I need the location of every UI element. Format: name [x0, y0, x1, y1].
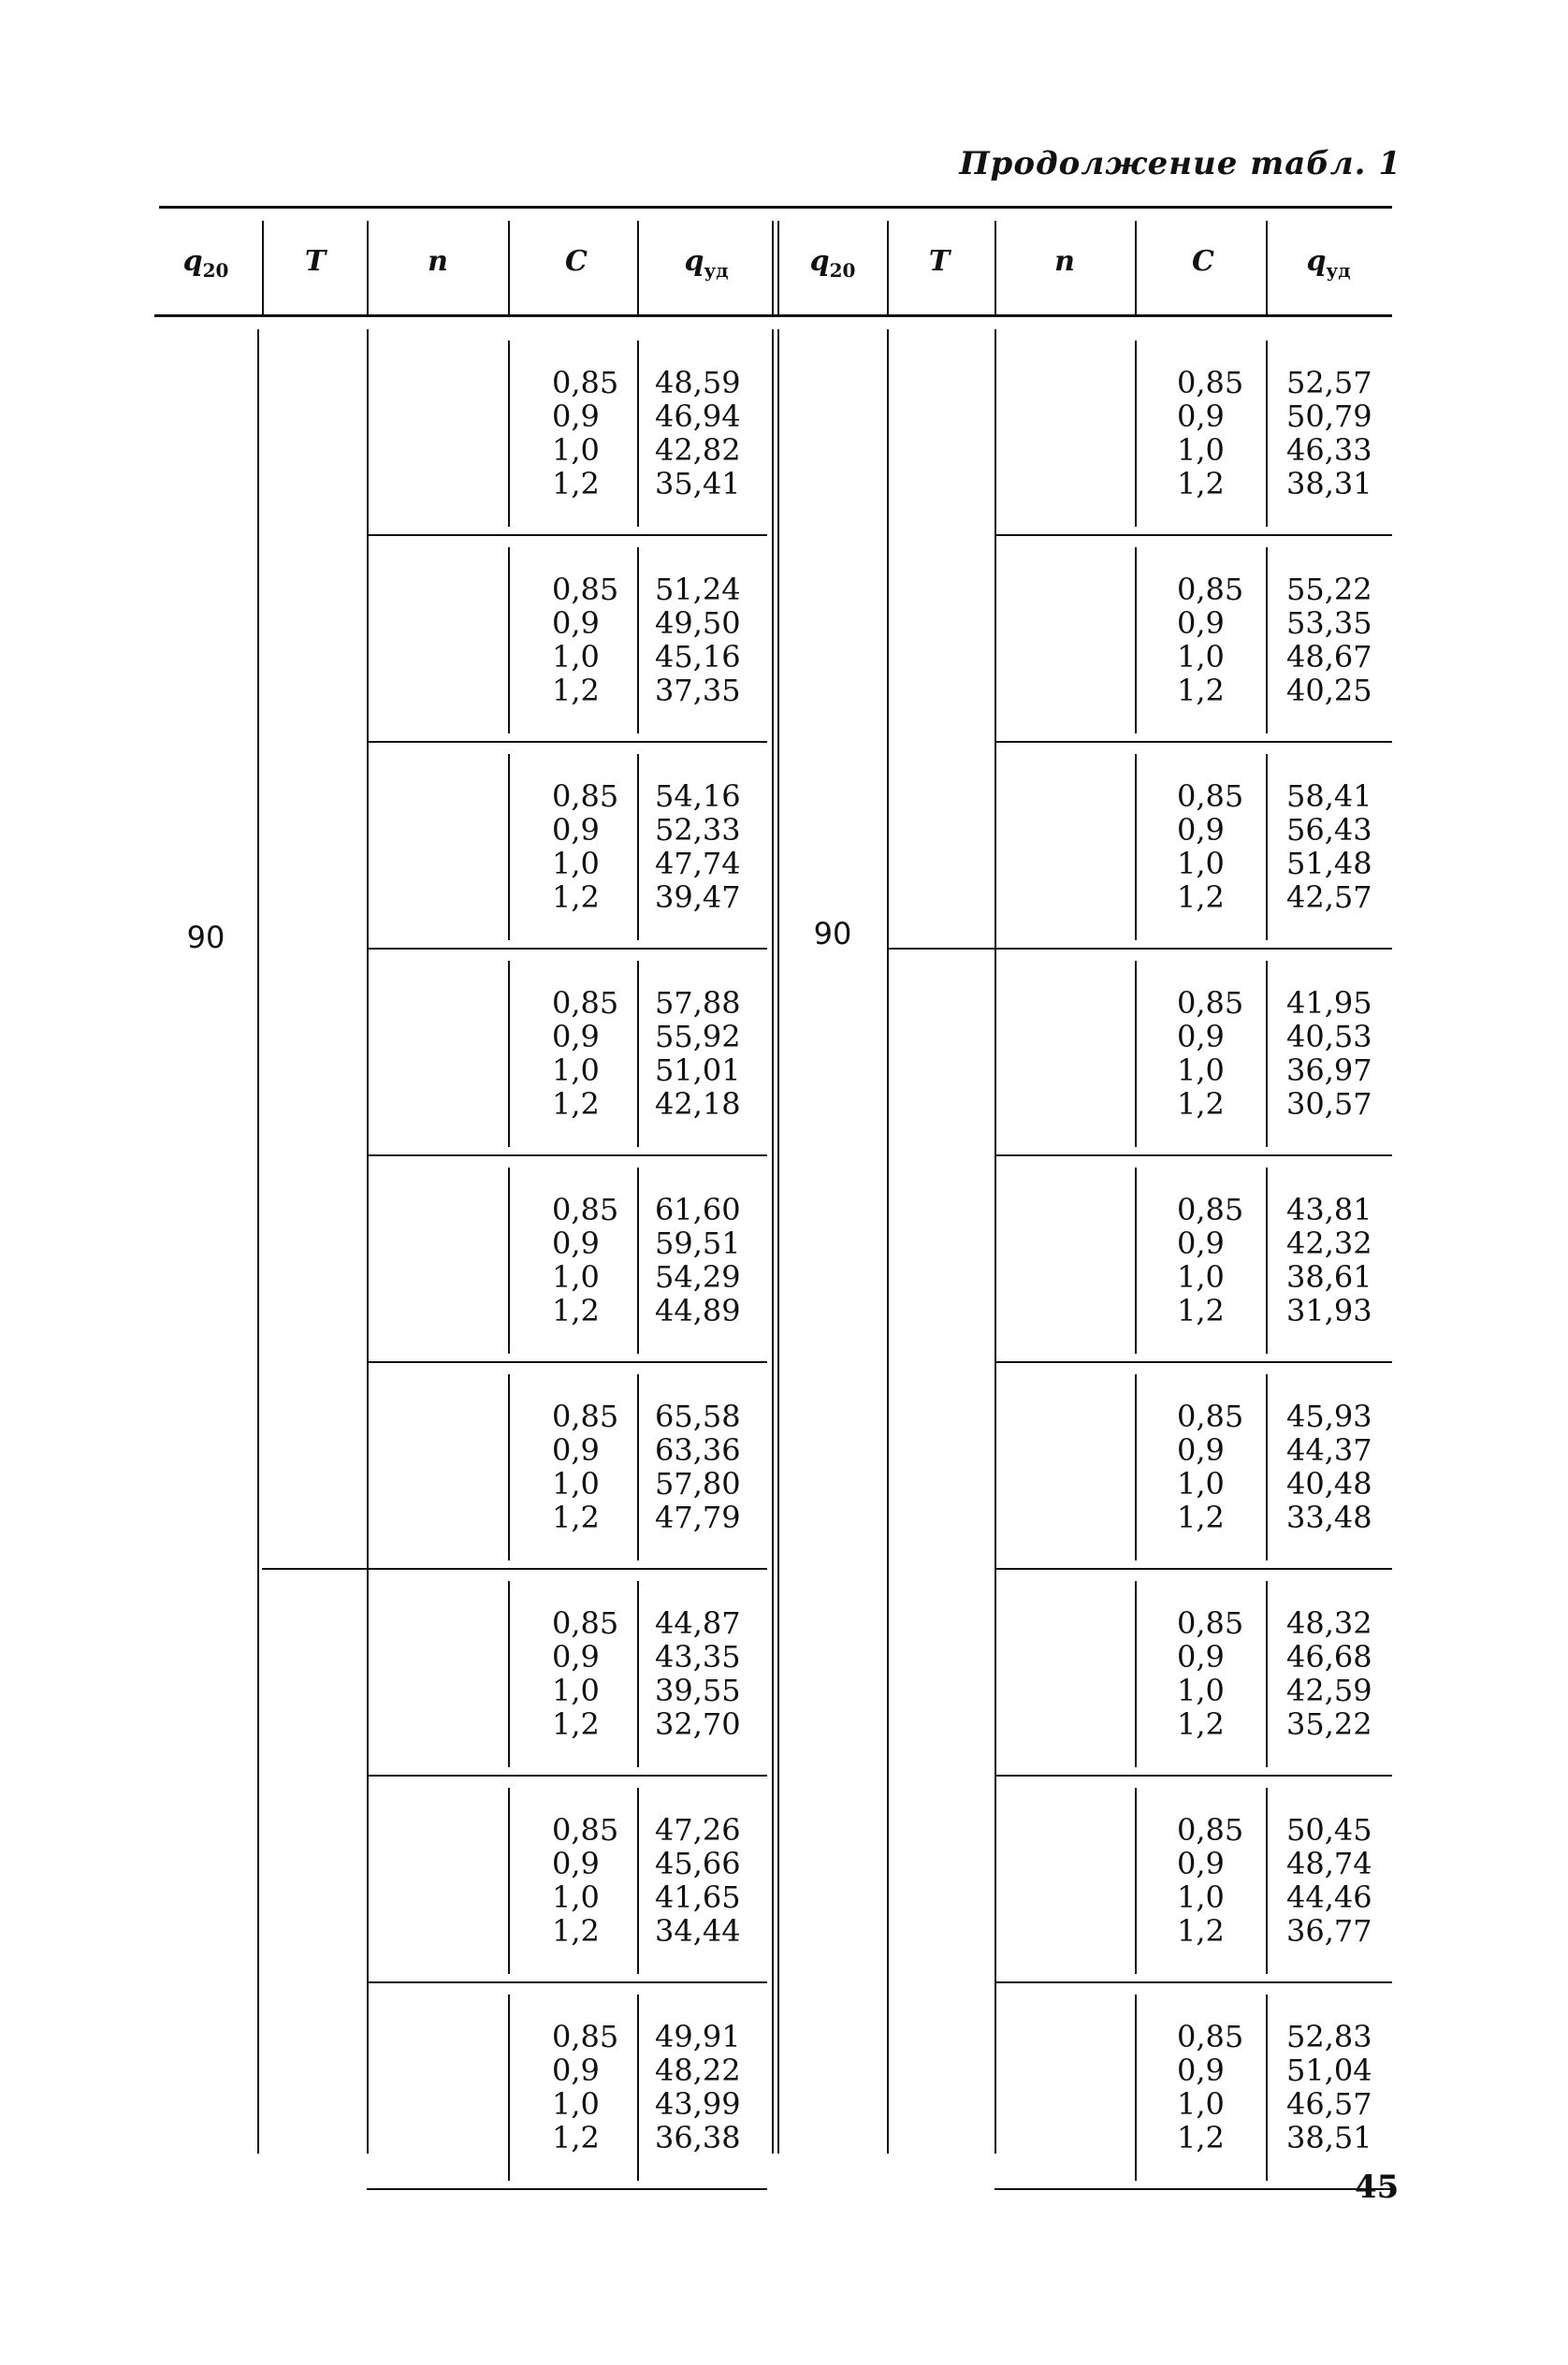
c-value: 1,2 — [1177, 878, 1225, 915]
c-value: 0,9 — [1177, 1845, 1225, 1881]
q-value: 47,74 — [655, 845, 741, 881]
q-separator — [1266, 961, 1268, 1147]
q-values — [655, 1813, 741, 1948]
q-value: 59,51 — [655, 1225, 741, 1261]
q-values — [1286, 1400, 1372, 1534]
table-caption: Продолжение табл. 1 — [959, 145, 1401, 182]
header-separator — [508, 221, 510, 314]
q-values — [1286, 573, 1372, 707]
q-value: 57,88 — [655, 984, 741, 1021]
header-rule — [154, 314, 1392, 317]
q-value: 40,25 — [1286, 672, 1372, 708]
c-separator — [508, 1581, 510, 1767]
q-value: 52,83 — [1286, 2018, 1372, 2054]
q-values — [655, 573, 741, 707]
c-separator — [1135, 1995, 1137, 2181]
c-value: 1,0 — [1177, 1052, 1225, 1088]
q-value: 36,38 — [655, 2119, 741, 2155]
header-separator — [637, 221, 639, 314]
c-value: 1,0 — [552, 1052, 600, 1088]
c-value: 1,0 — [1177, 638, 1225, 675]
q-values — [1286, 2020, 1372, 2155]
q-separator — [637, 1581, 639, 1767]
c-separator — [508, 1995, 510, 2181]
q-value: 51,01 — [655, 1052, 741, 1088]
q-values — [655, 366, 741, 501]
q-value: 35,41 — [655, 465, 741, 501]
q-value: 56,43 — [1286, 811, 1372, 848]
q-separator — [637, 341, 639, 527]
c-value: 1,2 — [1177, 1912, 1225, 1949]
header-T: T — [304, 245, 327, 278]
c-value: 0,9 — [552, 604, 600, 641]
q-value: 48,74 — [1286, 1845, 1372, 1881]
c-value: 1,0 — [552, 2085, 600, 2122]
q-value: 51,24 — [655, 571, 741, 607]
q-value: 42,32 — [1286, 1225, 1372, 1261]
c-value: 1,0 — [552, 638, 600, 675]
q-separator — [1266, 1168, 1268, 1354]
c-separator — [1135, 1788, 1137, 1974]
q-values — [1286, 366, 1372, 501]
column-rule — [367, 329, 369, 2154]
row-rule — [367, 1154, 767, 1156]
c-values — [552, 2020, 618, 2155]
q-values — [1286, 986, 1372, 1121]
c-value: 0,9 — [1177, 811, 1225, 848]
q-value: 42,82 — [655, 431, 741, 468]
header-C: C — [565, 245, 588, 278]
header-separator — [772, 221, 774, 314]
q-value: 43,99 — [655, 2085, 741, 2122]
header-qud-right: $q_{уд}$ — [1306, 245, 1351, 282]
q-value: 65,58 — [655, 1398, 741, 1434]
c-value: 1,2 — [1177, 1085, 1225, 1122]
q-separator — [1266, 1581, 1268, 1767]
q-value: 42,59 — [1286, 1672, 1372, 1708]
q-separator — [637, 1374, 639, 1560]
header-q20: $q_{20}$ — [182, 245, 229, 282]
row-rule — [995, 1361, 1392, 1363]
q-value: 44,46 — [1286, 1879, 1372, 1915]
q20-value: 90 — [186, 920, 225, 955]
q-value: 46,57 — [1286, 2085, 1372, 2122]
c-separator — [508, 1788, 510, 1974]
q-values — [655, 986, 741, 1121]
q-value: 42,57 — [1286, 878, 1372, 915]
q-value: 34,44 — [655, 1912, 741, 1949]
c-value: 1,2 — [1177, 1499, 1225, 1535]
row-rule — [995, 1154, 1392, 1156]
c-value: 1,0 — [552, 431, 600, 468]
c-values — [1177, 573, 1243, 707]
q-value: 33,48 — [1286, 1499, 1372, 1535]
c-value: 0,9 — [552, 811, 600, 848]
q-value: 55,92 — [655, 1018, 741, 1054]
header-separator — [777, 221, 779, 314]
column-rule — [772, 329, 774, 2154]
q-value: 44,87 — [655, 1604, 741, 1641]
c-value: 0,9 — [1177, 604, 1225, 641]
c-values — [1177, 366, 1243, 501]
row-rule — [995, 1775, 1392, 1777]
q-values — [1286, 1193, 1372, 1328]
c-value: 0,9 — [552, 2052, 600, 2088]
q-value: 44,37 — [1286, 1431, 1372, 1468]
row-rule — [995, 1568, 1392, 1570]
c-values — [552, 779, 618, 914]
c-separator — [1135, 1168, 1137, 1354]
c-separator — [1135, 547, 1137, 733]
q-values — [1286, 1813, 1372, 1948]
c-value: 0,85 — [552, 1811, 619, 1848]
row-rule — [367, 534, 767, 536]
header-q20-right: $q_{20}$ — [809, 245, 856, 282]
row-rule — [367, 948, 767, 950]
q-value: 35,22 — [1286, 1705, 1372, 1742]
header-separator — [887, 221, 889, 314]
q-value: 53,35 — [1286, 604, 1372, 641]
q-value: 36,97 — [1286, 1052, 1372, 1088]
c-values — [1177, 986, 1243, 1121]
q-values — [655, 779, 741, 914]
q-value: 41,95 — [1286, 984, 1372, 1021]
c-value: 0,85 — [1177, 1604, 1244, 1641]
c-value: 1,2 — [552, 1499, 600, 1535]
c-values — [552, 986, 618, 1121]
row-rule — [995, 2188, 1392, 2190]
c-value: 0,9 — [1177, 398, 1225, 434]
q-value: 45,93 — [1286, 1398, 1372, 1434]
c-value: 1,2 — [552, 1292, 600, 1328]
q-separator — [637, 547, 639, 733]
c-separator — [1135, 1374, 1137, 1560]
c-separator — [1135, 961, 1137, 1147]
c-value: 0,85 — [1177, 1811, 1244, 1848]
column-rule — [257, 329, 259, 2154]
q-value: 30,57 — [1286, 1085, 1372, 1122]
q-value: 37,35 — [655, 672, 741, 708]
column-rule — [995, 329, 996, 2154]
c-values — [552, 573, 618, 707]
row-rule — [367, 1775, 767, 1777]
q20-value: 90 — [813, 916, 852, 951]
c-values — [1177, 2020, 1243, 2155]
c-value: 0,85 — [1177, 2018, 1244, 2054]
c-value: 0,85 — [552, 2018, 619, 2054]
q-value: 43,81 — [1286, 1191, 1372, 1227]
q-value: 45,66 — [655, 1845, 741, 1881]
q-separator — [637, 961, 639, 1147]
c-value: 1,2 — [552, 1085, 600, 1122]
c-values — [1177, 1400, 1243, 1534]
c-value: 0,9 — [1177, 2052, 1225, 2088]
q-values — [655, 1606, 741, 1741]
q-values — [1286, 779, 1372, 914]
q-value: 51,48 — [1286, 845, 1372, 881]
c-value: 1,0 — [1177, 2085, 1225, 2122]
c-value: 1,2 — [1177, 1292, 1225, 1328]
c-values — [552, 1193, 618, 1328]
c-value: 0,9 — [1177, 1431, 1225, 1468]
c-separator — [1135, 754, 1137, 940]
q-value: 49,91 — [655, 2018, 741, 2054]
c-value: 0,9 — [552, 1845, 600, 1881]
c-value: 0,9 — [552, 1018, 600, 1054]
q-value: 61,60 — [655, 1191, 741, 1227]
c-value: 0,9 — [552, 1431, 600, 1468]
q-separator — [1266, 754, 1268, 940]
c-value: 1,0 — [552, 1258, 600, 1295]
q-value: 46,33 — [1286, 431, 1372, 468]
q-value: 52,57 — [1286, 364, 1372, 400]
q-values — [655, 1193, 741, 1328]
q-value: 38,31 — [1286, 465, 1372, 501]
q-value: 54,29 — [655, 1258, 741, 1295]
row-rule — [367, 1361, 767, 1363]
q-values — [1286, 1606, 1372, 1741]
c-value: 0,9 — [552, 1225, 600, 1261]
c-value: 0,85 — [1177, 1398, 1244, 1434]
c-value: 0,85 — [552, 1604, 619, 1641]
c-values — [1177, 779, 1243, 914]
c-value: 1,0 — [1177, 1258, 1225, 1295]
c-value: 0,9 — [552, 1638, 600, 1675]
c-value: 1,0 — [552, 1465, 600, 1502]
q-value: 40,48 — [1286, 1465, 1372, 1502]
c-separator — [508, 961, 510, 1147]
c-value: 0,85 — [552, 984, 619, 1021]
c-separator — [1135, 341, 1137, 527]
q-value: 46,94 — [655, 398, 741, 434]
q-value: 39,55 — [655, 1672, 741, 1708]
c-value: 0,85 — [552, 1191, 619, 1227]
q-value: 48,59 — [655, 364, 741, 400]
c-value: 1,0 — [1177, 1879, 1225, 1915]
q-value: 41,65 — [655, 1879, 741, 1915]
header-T-right: T — [928, 245, 951, 278]
c-value: 1,2 — [552, 1705, 600, 1742]
c-value: 1,0 — [1177, 431, 1225, 468]
q-values — [655, 1400, 741, 1534]
header-n: n — [428, 245, 448, 278]
c-value: 1,0 — [1177, 1672, 1225, 1708]
c-value: 1,0 — [552, 1672, 600, 1708]
q-separator — [1266, 1788, 1268, 1974]
header-separator — [262, 221, 264, 314]
q-value: 51,04 — [1286, 2052, 1372, 2088]
q-value: 44,89 — [655, 1292, 741, 1328]
q-value: 47,79 — [655, 1499, 741, 1535]
c-value: 0,85 — [552, 571, 619, 607]
group-rule — [887, 948, 1392, 950]
c-value: 1,2 — [552, 1912, 600, 1949]
q-separator — [637, 1995, 639, 2181]
q-value: 36,77 — [1286, 1912, 1372, 1949]
header-separator — [1135, 221, 1137, 314]
c-values — [552, 1606, 618, 1741]
c-value: 0,85 — [552, 1398, 619, 1434]
q-values — [655, 2020, 741, 2155]
c-value: 1,2 — [1177, 2119, 1225, 2155]
c-value: 0,85 — [1177, 1191, 1244, 1227]
q-value: 32,70 — [655, 1705, 741, 1742]
c-values — [552, 1813, 618, 1948]
q-separator — [637, 1168, 639, 1354]
c-value: 0,9 — [1177, 1638, 1225, 1675]
c-value: 0,85 — [1177, 777, 1244, 814]
q-value: 38,51 — [1286, 2119, 1372, 2155]
q-value: 45,16 — [655, 638, 741, 675]
c-value: 1,2 — [1177, 465, 1225, 501]
q-value: 55,22 — [1286, 571, 1372, 607]
c-separator — [508, 341, 510, 527]
q-value: 38,61 — [1286, 1258, 1372, 1295]
q-separator — [1266, 547, 1268, 733]
c-separator — [508, 754, 510, 940]
c-value: 0,9 — [552, 398, 600, 434]
q-value: 49,50 — [655, 604, 741, 641]
q-value: 42,18 — [655, 1085, 741, 1122]
q-value: 63,36 — [655, 1431, 741, 1468]
c-value: 0,85 — [552, 364, 619, 400]
top-rule — [159, 206, 1392, 209]
c-value: 1,2 — [552, 2119, 600, 2155]
q-value: 40,53 — [1286, 1018, 1372, 1054]
c-values — [552, 1400, 618, 1534]
c-values — [1177, 1193, 1243, 1328]
header-separator — [367, 221, 369, 314]
c-value: 0,85 — [1177, 984, 1244, 1021]
row-rule — [367, 2188, 767, 2190]
c-value: 0,85 — [1177, 364, 1244, 400]
q-separator — [637, 754, 639, 940]
column-rule — [777, 329, 779, 2154]
q-value: 58,41 — [1286, 777, 1372, 814]
q-value: 31,93 — [1286, 1292, 1372, 1328]
c-value: 1,2 — [1177, 1705, 1225, 1742]
q-value: 48,67 — [1286, 638, 1372, 675]
q-value: 57,80 — [655, 1465, 741, 1502]
q-separator — [1266, 341, 1268, 527]
q-separator — [1266, 1995, 1268, 2181]
q-value: 47,26 — [655, 1811, 741, 1848]
q-separator — [637, 1788, 639, 1974]
group-rule — [262, 1568, 767, 1570]
c-values — [552, 366, 618, 501]
c-values — [1177, 1606, 1243, 1741]
c-value: 1,0 — [1177, 845, 1225, 881]
c-value: 1,2 — [552, 672, 600, 708]
row-rule — [995, 534, 1392, 536]
q-value: 46,68 — [1286, 1638, 1372, 1675]
q-separator — [1266, 1374, 1268, 1560]
q-value: 48,22 — [655, 2052, 741, 2088]
c-value: 1,2 — [1177, 672, 1225, 708]
row-rule — [995, 1981, 1392, 1983]
c-separator — [508, 1168, 510, 1354]
page-number: 45 — [1355, 2169, 1400, 2206]
c-separator — [508, 547, 510, 733]
q-value: 50,79 — [1286, 398, 1372, 434]
column-rule — [887, 329, 889, 2154]
header-C-right: C — [1192, 245, 1214, 278]
row-rule — [367, 1981, 767, 1983]
q-value: 50,45 — [1286, 1811, 1372, 1848]
header-n-right: n — [1054, 245, 1075, 278]
q-value: 43,35 — [655, 1638, 741, 1675]
row-rule — [995, 741, 1392, 743]
header-separator — [1266, 221, 1268, 314]
row-rule — [367, 741, 767, 743]
c-separator — [1135, 1581, 1137, 1767]
c-value: 1,0 — [552, 1879, 600, 1915]
c-value: 0,85 — [1177, 571, 1244, 607]
c-value: 1,0 — [552, 845, 600, 881]
c-value: 0,9 — [1177, 1018, 1225, 1054]
c-separator — [508, 1374, 510, 1560]
c-value: 1,2 — [552, 878, 600, 915]
c-value: 1,2 — [552, 465, 600, 501]
q-value: 54,16 — [655, 777, 741, 814]
c-value: 0,9 — [1177, 1225, 1225, 1261]
c-value: 1,0 — [1177, 1465, 1225, 1502]
q-value: 48,32 — [1286, 1604, 1372, 1641]
header-separator — [995, 221, 996, 314]
q-value: 52,33 — [655, 811, 741, 848]
c-values — [1177, 1813, 1243, 1948]
c-value: 0,85 — [552, 777, 619, 814]
q-value: 39,47 — [655, 878, 741, 915]
header-qud: $q_{уд}$ — [684, 245, 729, 282]
